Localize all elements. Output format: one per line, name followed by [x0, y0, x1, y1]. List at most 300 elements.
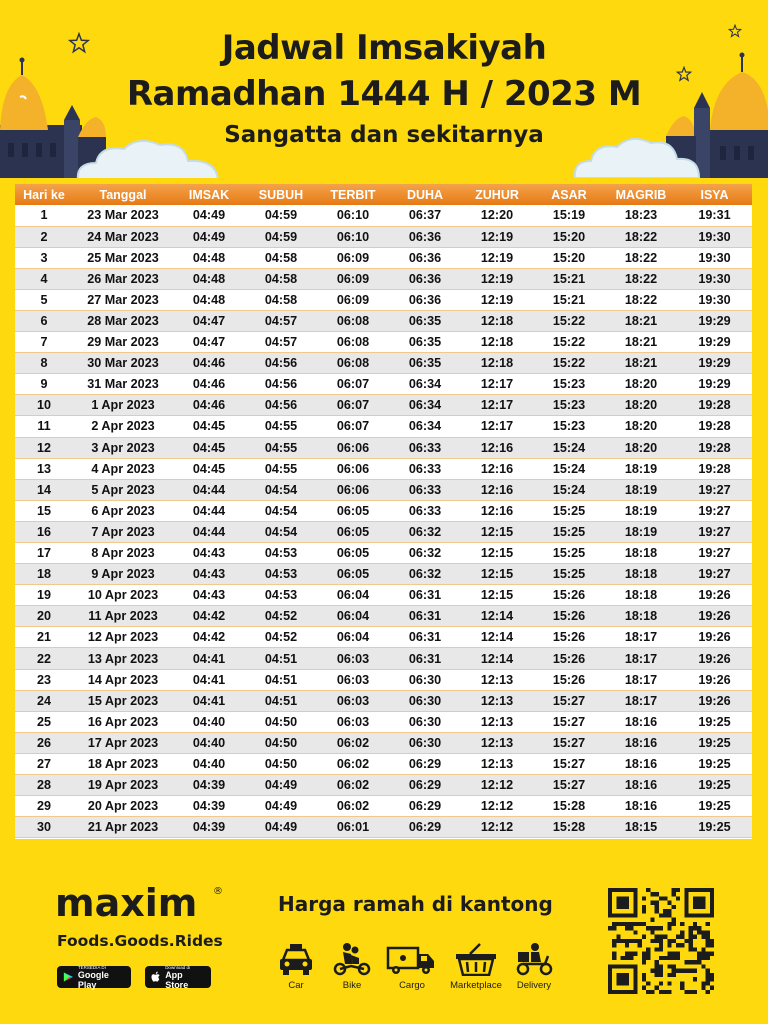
table-cell: 04:50 [245, 711, 317, 732]
table-cell: 06:30 [389, 711, 461, 732]
table-cell: 18:19 [605, 479, 677, 500]
table-cell: 19:27 [677, 521, 752, 542]
table-cell: 12 Apr 2023 [73, 627, 173, 648]
table-row [15, 479, 752, 500]
table-cell: 15:21 [533, 268, 605, 289]
table-cell: 12:14 [461, 606, 533, 627]
table-cell: 04:59 [245, 205, 317, 226]
table-cell: 12:13 [461, 690, 533, 711]
store-badge-small: Download di [165, 964, 190, 970]
table-cell: 16 Apr 2023 [73, 711, 173, 732]
table-cell: 31 Mar 2023 [73, 374, 173, 395]
table-cell: 18:16 [605, 796, 677, 817]
table-cell: 06:09 [317, 268, 389, 289]
table-cell: 12:16 [461, 479, 533, 500]
table-cell: 06:05 [317, 521, 389, 542]
table-cell: 04:51 [245, 690, 317, 711]
service-label: Cargo [399, 980, 425, 991]
table-header-row [15, 184, 752, 205]
table-cell: 04:49 [245, 775, 317, 796]
table-cell: 04:40 [173, 732, 245, 753]
table-row [15, 247, 752, 268]
table-row [15, 268, 752, 289]
table-cell: 04:41 [173, 690, 245, 711]
table-cell: 04:54 [245, 479, 317, 500]
table-row [15, 374, 752, 395]
qr-code [608, 888, 714, 994]
table-cell: 04:46 [173, 353, 245, 374]
table-cell: 18:18 [605, 606, 677, 627]
table-cell: 9 Apr 2023 [73, 564, 173, 585]
table-cell: 12:13 [461, 732, 533, 753]
service-label: Delivery [516, 980, 552, 991]
table-cell: 06:35 [389, 310, 461, 331]
table-cell: 11 Apr 2023 [73, 606, 173, 627]
table-cell: 18:15 [605, 817, 677, 838]
table-cell: 04:53 [245, 585, 317, 606]
table-cell: 06:02 [317, 753, 389, 774]
table-cell: 06:08 [317, 332, 389, 353]
table-cell: 12:14 [461, 648, 533, 669]
table-cell: 3 [15, 247, 73, 268]
table-cell: 18:16 [605, 732, 677, 753]
table-cell: 19:28 [677, 458, 752, 479]
table-cell: 12:16 [461, 500, 533, 521]
table-cell: 04:49 [173, 226, 245, 247]
table-cell: 25 Mar 2023 [73, 247, 173, 268]
table-cell: 04:58 [245, 268, 317, 289]
table-cell: 20 [15, 606, 73, 627]
table-cell: 06:03 [317, 711, 389, 732]
table-cell: 18:22 [605, 226, 677, 247]
table-cell: 15:26 [533, 606, 605, 627]
table-cell: 19:29 [677, 310, 752, 331]
table-cell: 04:53 [245, 564, 317, 585]
table-cell: 6 [15, 310, 73, 331]
table-cell: 22 [15, 648, 73, 669]
table-cell: 19 Apr 2023 [73, 775, 173, 796]
table-cell: 06:01 [317, 817, 389, 838]
table-cell: 19:27 [677, 479, 752, 500]
table-cell: 06:30 [389, 732, 461, 753]
table-cell: 18:16 [605, 753, 677, 774]
table-cell: 12:17 [461, 416, 533, 437]
table-cell: 19:26 [677, 690, 752, 711]
table-row [15, 500, 752, 521]
table-cell: 27 Mar 2023 [73, 289, 173, 310]
table-cell: 18:18 [605, 543, 677, 564]
table-cell: 15:26 [533, 648, 605, 669]
table-cell: 18 [15, 564, 73, 585]
table-cell: 06:29 [389, 775, 461, 796]
table-cell: 04:55 [245, 437, 317, 458]
table-cell: 15:25 [533, 564, 605, 585]
table-cell: 19:27 [677, 564, 752, 585]
table-cell: 12 [15, 437, 73, 458]
table-cell: 15:26 [533, 669, 605, 690]
table-cell: 04:48 [173, 289, 245, 310]
table-cell: 04:42 [173, 606, 245, 627]
table-cell: 04:56 [245, 374, 317, 395]
store-badge-label: App Store [165, 969, 189, 990]
basket-icon [454, 942, 498, 976]
table-cell: 06:35 [389, 332, 461, 353]
table-cell: 18:20 [605, 374, 677, 395]
table-cell: 06:34 [389, 395, 461, 416]
table-cell: 1 Apr 2023 [73, 395, 173, 416]
store-badge-small: TERSEDIA DI [77, 964, 106, 970]
table-cell: 06:30 [389, 690, 461, 711]
table-cell: 04:41 [173, 669, 245, 690]
table-cell: 04:49 [245, 796, 317, 817]
table-cell: 15:24 [533, 458, 605, 479]
table-row [15, 521, 752, 542]
column-header: IMSAK [173, 184, 245, 205]
table-cell: 12:18 [461, 332, 533, 353]
table-cell: 15:27 [533, 775, 605, 796]
table-cell: 12:13 [461, 711, 533, 732]
table-row [15, 564, 752, 585]
table-cell: 12:12 [461, 775, 533, 796]
table-cell: 19:26 [677, 669, 752, 690]
table-row [15, 732, 752, 753]
table-cell: 04:43 [173, 585, 245, 606]
table-cell: 15:20 [533, 247, 605, 268]
table-cell: 12:14 [461, 627, 533, 648]
table-row [15, 353, 752, 374]
table-cell: 12:20 [461, 205, 533, 226]
table-cell: 12:19 [461, 268, 533, 289]
table-cell: 15:28 [533, 796, 605, 817]
table-cell: 12:18 [461, 353, 533, 374]
table-row [15, 627, 752, 648]
table-cell: 04:45 [173, 416, 245, 437]
table-cell: 19:28 [677, 395, 752, 416]
table-cell: 15:20 [533, 226, 605, 247]
table-cell: 04:39 [173, 796, 245, 817]
table-cell: 4 [15, 268, 73, 289]
table-cell: 12:15 [461, 564, 533, 585]
table-cell: 15 [15, 500, 73, 521]
table-cell: 19:25 [677, 711, 752, 732]
table-cell: 06:04 [317, 606, 389, 627]
table-cell: 18:22 [605, 268, 677, 289]
table-cell: 3 Apr 2023 [73, 437, 173, 458]
table-cell: 15:23 [533, 395, 605, 416]
table-cell: 19:28 [677, 416, 752, 437]
table-cell: 04:48 [173, 247, 245, 268]
schedule-table-container [15, 184, 752, 839]
table-row [15, 606, 752, 627]
page-subtitle-location: Sangatta dan sekitarnya [224, 122, 544, 148]
table-cell: 12:16 [461, 437, 533, 458]
table-cell: 04:46 [173, 374, 245, 395]
table-cell: 28 Mar 2023 [73, 310, 173, 331]
table-cell: 2 [15, 226, 73, 247]
table-cell: 15:24 [533, 437, 605, 458]
table-row [15, 711, 752, 732]
table-cell: 18:21 [605, 310, 677, 331]
page-title-year: Ramadhan 1444 H / 2023 M [126, 74, 642, 114]
google-play-badge[interactable] [57, 966, 131, 988]
table-cell: 04:48 [173, 268, 245, 289]
table-cell: 04:46 [173, 395, 245, 416]
table-cell: 15:19 [533, 205, 605, 226]
app-store-badge[interactable] [145, 966, 211, 988]
table-cell: 12:12 [461, 817, 533, 838]
table-cell: 06:29 [389, 796, 461, 817]
table-cell: 19:25 [677, 796, 752, 817]
table-cell: 19:25 [677, 753, 752, 774]
table-cell: 19:27 [677, 500, 752, 521]
table-cell: 06:10 [317, 226, 389, 247]
table-cell: 24 Mar 2023 [73, 226, 173, 247]
table-cell: 15:25 [533, 500, 605, 521]
table-cell: 27 [15, 753, 73, 774]
table-cell: 06:32 [389, 521, 461, 542]
table-row [15, 817, 752, 838]
table-cell: 2 Apr 2023 [73, 416, 173, 437]
table-cell: 06:02 [317, 732, 389, 753]
store-badge-label: Google Play [77, 969, 109, 990]
table-cell: 06:02 [317, 775, 389, 796]
table-cell: 19:26 [677, 648, 752, 669]
table-cell: 12:13 [461, 753, 533, 774]
table-cell: 15:21 [533, 289, 605, 310]
table-cell: 04:40 [173, 711, 245, 732]
table-cell: 06:36 [389, 226, 461, 247]
table-cell: 18:17 [605, 690, 677, 711]
service-label: Bike [342, 980, 362, 991]
table-cell: 24 [15, 690, 73, 711]
footer-ad-banner [0, 852, 768, 1024]
table-cell: 06:29 [389, 753, 461, 774]
table-cell: 7 Apr 2023 [73, 521, 173, 542]
apple-icon [151, 971, 161, 983]
table-cell: 14 [15, 479, 73, 500]
header [0, 0, 768, 178]
table-row [15, 395, 752, 416]
table-cell: 18:17 [605, 627, 677, 648]
table-cell: 04:42 [173, 627, 245, 648]
table-cell: 30 [15, 817, 73, 838]
table-cell: 04:47 [173, 310, 245, 331]
table-cell: 19:30 [677, 268, 752, 289]
table-cell: 12:15 [461, 543, 533, 564]
table-cell: 12:16 [461, 458, 533, 479]
table-cell: 06:07 [317, 416, 389, 437]
table-cell: 15:27 [533, 732, 605, 753]
table-cell: 04:55 [245, 416, 317, 437]
table-cell: 19:25 [677, 732, 752, 753]
delivery-scooter-icon [515, 942, 553, 976]
table-cell: 04:47 [173, 332, 245, 353]
table-cell: 19:28 [677, 437, 752, 458]
table-cell: 04:59 [245, 226, 317, 247]
table-cell: 18:22 [605, 247, 677, 268]
table-cell: 04:57 [245, 310, 317, 331]
table-cell: 04:51 [245, 669, 317, 690]
table-cell: 04:52 [245, 606, 317, 627]
table-cell: 15:23 [533, 374, 605, 395]
table-cell: 06:31 [389, 648, 461, 669]
table-cell: 06:03 [317, 669, 389, 690]
table-cell: 6 Apr 2023 [73, 500, 173, 521]
table-cell: 15:27 [533, 711, 605, 732]
table-row [15, 289, 752, 310]
table-cell: 18:17 [605, 669, 677, 690]
table-cell: 04:43 [173, 564, 245, 585]
table-cell: 06:09 [317, 247, 389, 268]
table-cell: 18:20 [605, 416, 677, 437]
table-cell: 04:41 [173, 648, 245, 669]
table-cell: 06:06 [317, 458, 389, 479]
table-cell: 15:25 [533, 521, 605, 542]
table-cell: 26 [15, 732, 73, 753]
play-icon [63, 971, 74, 983]
table-cell: 18:21 [605, 332, 677, 353]
table-cell: 18:16 [605, 711, 677, 732]
table-cell: 19:26 [677, 606, 752, 627]
table-cell: 9 [15, 374, 73, 395]
table-cell: 06:03 [317, 648, 389, 669]
table-cell: 21 [15, 627, 73, 648]
table-cell: 18:16 [605, 775, 677, 796]
table-cell: 06:30 [389, 669, 461, 690]
table-cell: 10 [15, 395, 73, 416]
table-cell: 06:05 [317, 500, 389, 521]
table-cell: 19:26 [677, 585, 752, 606]
table-cell: 06:06 [317, 437, 389, 458]
table-cell: 15:24 [533, 479, 605, 500]
table-cell: 06:05 [317, 564, 389, 585]
table-cell: 06:04 [317, 585, 389, 606]
table-cell: 04:49 [173, 205, 245, 226]
table-cell: 04:50 [245, 732, 317, 753]
table-cell: 19:27 [677, 543, 752, 564]
table-cell: 06:35 [389, 353, 461, 374]
table-cell: 04:39 [173, 775, 245, 796]
service-label: Car [288, 980, 304, 991]
table-cell: 19:31 [677, 205, 752, 226]
table-cell: 5 [15, 289, 73, 310]
table-cell: 13 [15, 458, 73, 479]
table-row [15, 437, 752, 458]
table-cell: 19:29 [677, 353, 752, 374]
table-cell: 19 [15, 585, 73, 606]
table-row [15, 753, 752, 774]
registered-mark: ® [213, 886, 223, 897]
table-cell: 19:29 [677, 374, 752, 395]
table-cell: 7 [15, 332, 73, 353]
table-cell: 19:25 [677, 775, 752, 796]
table-cell: 06:03 [317, 690, 389, 711]
table-cell: 15:25 [533, 543, 605, 564]
table-row [15, 332, 752, 353]
table-cell: 15:22 [533, 310, 605, 331]
table-cell: 04:53 [245, 543, 317, 564]
table-cell: 06:31 [389, 627, 461, 648]
table-cell: 23 Mar 2023 [73, 205, 173, 226]
column-header: TERBIT [317, 184, 389, 205]
table-cell: 04:44 [173, 479, 245, 500]
table-cell: 06:07 [317, 395, 389, 416]
table-cell: 04:56 [245, 353, 317, 374]
table-row [15, 648, 752, 669]
table-cell: 15:26 [533, 585, 605, 606]
table-cell: 15:23 [533, 416, 605, 437]
table-cell: 19:26 [677, 627, 752, 648]
table-cell: 16 [15, 521, 73, 542]
table-cell: 04:56 [245, 395, 317, 416]
table-cell: 06:06 [317, 479, 389, 500]
table-cell: 12:18 [461, 310, 533, 331]
table-cell: 20 Apr 2023 [73, 796, 173, 817]
table-cell: 06:31 [389, 606, 461, 627]
column-header: DUHA [389, 184, 461, 205]
table-cell: 4 Apr 2023 [73, 458, 173, 479]
table-row [15, 585, 752, 606]
table-cell: 12:17 [461, 395, 533, 416]
table-cell: 04:49 [245, 817, 317, 838]
table-cell: 15:27 [533, 690, 605, 711]
table-cell: 06:05 [317, 543, 389, 564]
service-label: Marketplace [450, 980, 502, 991]
table-cell: 12:15 [461, 585, 533, 606]
table-cell: 06:31 [389, 585, 461, 606]
column-header: ASAR [533, 184, 605, 205]
table-cell: 12:12 [461, 796, 533, 817]
table-cell: 04:44 [173, 500, 245, 521]
page-title: Jadwal Imsakiyah [221, 28, 547, 68]
table-cell: 18 Apr 2023 [73, 753, 173, 774]
column-header: Tanggal [73, 184, 173, 205]
table-cell: 12:15 [461, 521, 533, 542]
column-header: ZUHUR [461, 184, 533, 205]
table-cell: 06:33 [389, 500, 461, 521]
table-cell: 06:36 [389, 247, 461, 268]
table-cell: 06:07 [317, 374, 389, 395]
table-cell: 10 Apr 2023 [73, 585, 173, 606]
table-cell: 04:43 [173, 543, 245, 564]
table-row [15, 690, 752, 711]
table-cell: 17 Apr 2023 [73, 732, 173, 753]
table-cell: 06:08 [317, 353, 389, 374]
car-icon [277, 942, 315, 976]
table-row [15, 458, 752, 479]
table-cell: 19:25 [677, 817, 752, 838]
table-row [15, 796, 752, 817]
table-cell: 19:30 [677, 247, 752, 268]
table-cell: 04:54 [245, 521, 317, 542]
table-cell: 06:36 [389, 268, 461, 289]
table-cell: 18:18 [605, 585, 677, 606]
table-cell: 06:33 [389, 458, 461, 479]
table-cell: 18:19 [605, 521, 677, 542]
table-cell: 18:21 [605, 353, 677, 374]
column-header: ISYA [677, 184, 752, 205]
table-cell: 18:19 [605, 500, 677, 521]
table-cell: 06:32 [389, 543, 461, 564]
table-cell: 19:30 [677, 226, 752, 247]
table-cell: 04:40 [173, 753, 245, 774]
table-cell: 04:45 [173, 458, 245, 479]
table-cell: 15 Apr 2023 [73, 690, 173, 711]
table-cell: 06:34 [389, 416, 461, 437]
table-cell: 06:04 [317, 627, 389, 648]
table-cell: 12:19 [461, 247, 533, 268]
table-cell: 04:55 [245, 458, 317, 479]
